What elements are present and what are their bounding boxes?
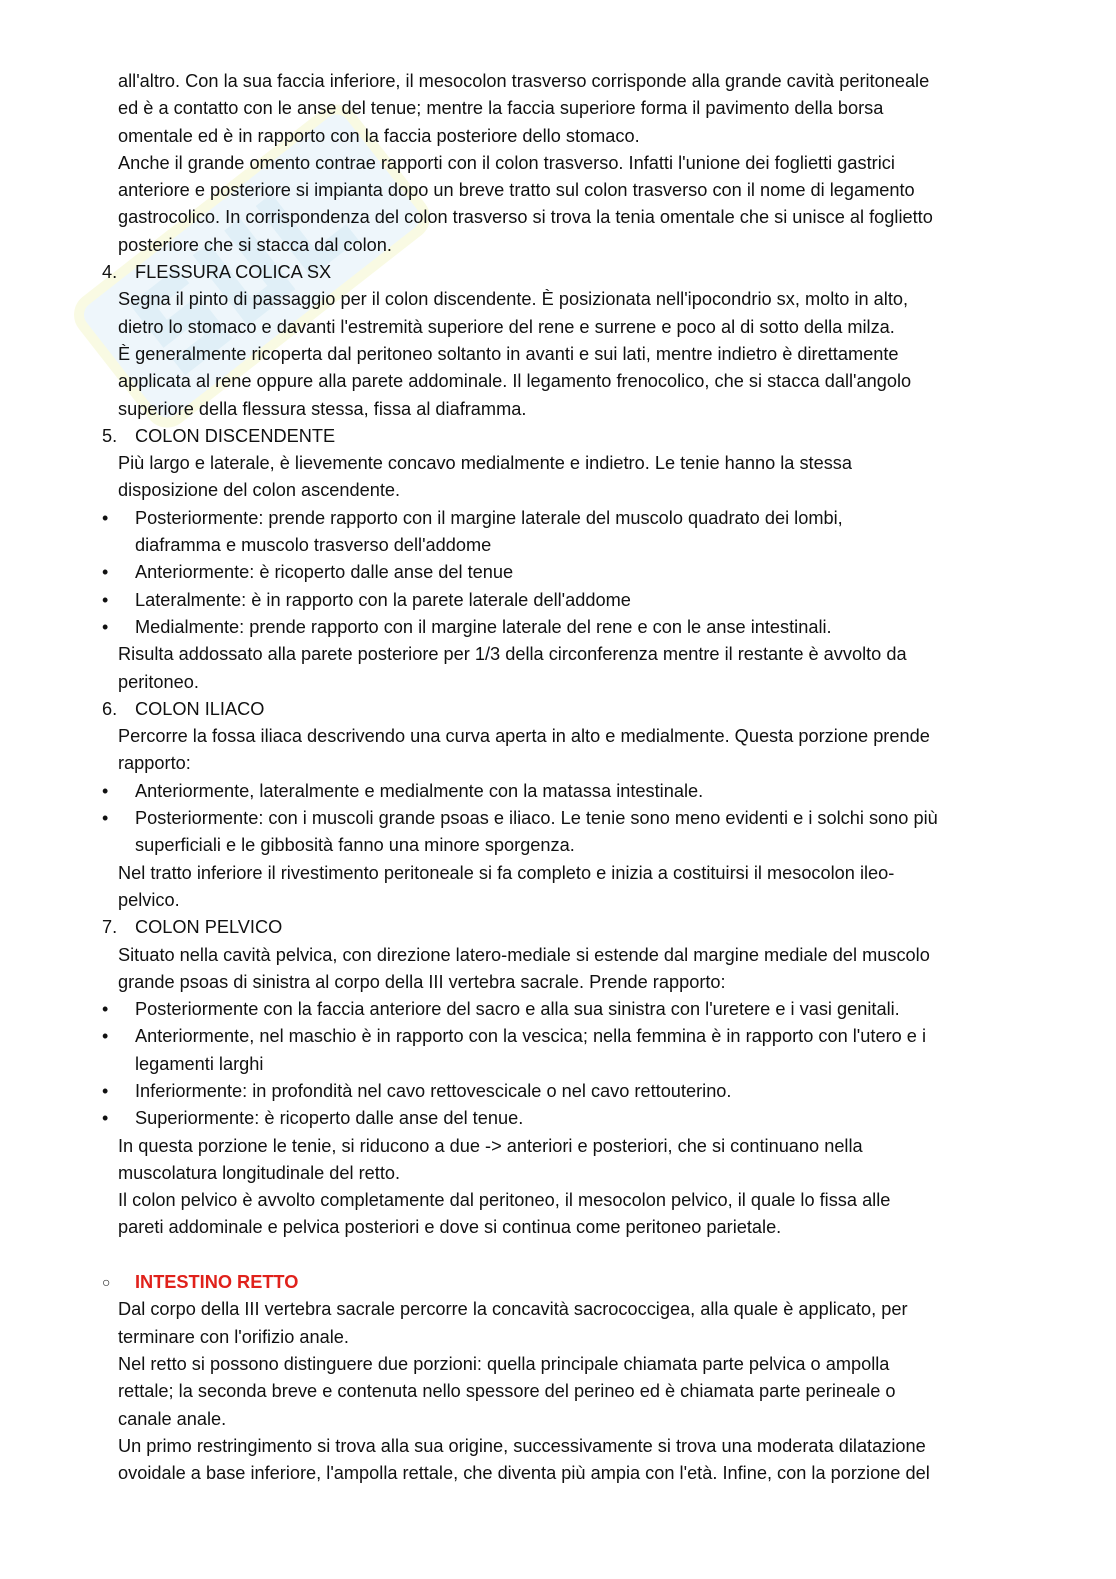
bullet-icon: • bbox=[102, 999, 109, 1020]
section-title: COLON PELVICO bbox=[135, 917, 283, 938]
list-number: 6. bbox=[102, 698, 118, 719]
bullet-icon: • bbox=[102, 562, 109, 583]
text-line: Situato nella cavità pelvica, con direzione latero-mediale si estende dal margine mediale del muscolo bbox=[118, 944, 930, 965]
list-number: 5. bbox=[102, 425, 118, 446]
text-line: omentale ed è in rapporto con la faccia posteriore dello stomaco. bbox=[118, 125, 640, 146]
bullet-text: Anteriormente, nel maschio è in rapporto con la vescica; nella femmina è in rapporto con l'utero e i bbox=[135, 1026, 926, 1047]
bullet-text: Medialmente: prende rapporto con il margine laterale del rene e con le anse intestinali. bbox=[135, 616, 832, 637]
bullet-icon: • bbox=[102, 1026, 109, 1047]
bullet-text: Superiormente: è ricoperto dalle anse del tenue. bbox=[135, 1108, 524, 1129]
text-line: Segna il pinto di passaggio per il colon discendente. È posizionata nell'ipocondrio sx, molto in alto, bbox=[118, 289, 909, 310]
text-line: rapporto: bbox=[118, 753, 191, 774]
bullet-text: superficiali e le gibbosità fanno una minore sporgenza. bbox=[135, 835, 575, 856]
bullet-icon: • bbox=[102, 780, 109, 801]
list-number: 7. bbox=[102, 917, 118, 938]
bullet-item bbox=[102, 614, 1058, 641]
section-title: COLON ILIACO bbox=[135, 698, 265, 719]
text-line: dietro lo stomaco e davanti l'estremità superiore del rene e surrene e poco al di sotto della milza. bbox=[118, 316, 895, 337]
text-line: Risulta addossato alla parete posteriore per 1/3 della circonferenza mentre il restante è avvolto da bbox=[118, 644, 907, 665]
text-line: gastrocolico. In corrispondenza del colon trasverso si trova la tenia omentale che si unisce al foglietto bbox=[118, 207, 933, 228]
text-line: superiore della flessura stessa, fissa al diaframma. bbox=[118, 398, 527, 419]
text-line: muscolatura longitudinale del retto. bbox=[118, 1162, 401, 1183]
text-line: applicata al rene oppure alla parete addominale. Il legamento frenocolico, che si stacca dall'angolo bbox=[118, 371, 912, 392]
text-line: disposizione del colon ascendente. bbox=[118, 480, 401, 501]
bullet-item bbox=[102, 996, 1058, 1023]
text-line: peritoneo. bbox=[118, 671, 199, 692]
text-line: rettale; la seconda breve e contenuta nello spessore del perineo ed è chiamata parte perineale o bbox=[118, 1381, 896, 1402]
bullet-item bbox=[102, 505, 1058, 560]
bullet-text: Anteriormente: è ricoperto dalle anse del tenue bbox=[135, 562, 514, 583]
blank-line bbox=[118, 1242, 1058, 1269]
text-line: terminare con l'orifizio anale. bbox=[118, 1326, 349, 1347]
bullet-icon: • bbox=[102, 589, 109, 610]
section-heading-retto bbox=[102, 1269, 1058, 1296]
bullet-item bbox=[102, 778, 1058, 805]
bullet-text: diaframma e muscolo trasverso dell'addome bbox=[135, 535, 492, 556]
bullet-item bbox=[102, 805, 1058, 860]
text-line: Dal corpo della III vertebra sacrale percorre la concavità sacrococcigea, alla quale è applicato, per bbox=[118, 1299, 908, 1320]
bullet-text: Inferiormente: in profondità nel cavo rettovescicale o nel cavo rettouterino. bbox=[135, 1080, 732, 1101]
section-heading-flessura bbox=[102, 259, 1058, 286]
bullet-icon: • bbox=[102, 507, 109, 528]
bullet-text: Anteriormente, lateralmente e medialmente con la matassa intestinale. bbox=[135, 780, 704, 801]
list-number: 4. bbox=[102, 262, 118, 283]
text-line: Il colon pelvico è avvolto completamente dal peritoneo, il mesocolon pelvico, il quale lo fissa alle bbox=[118, 1190, 891, 1211]
bullet-text: Posteriormente: prende rapporto con il margine laterale del muscolo quadrato dei lombi, bbox=[135, 507, 843, 528]
text-line: ed è a contatto con le anse del tenue; mentre la faccia superiore forma il pavimento della borsa bbox=[118, 98, 884, 119]
bullet-text: Lateralmente: è in rapporto con la parete laterale dell'addome bbox=[135, 589, 631, 610]
text-line: Anche il grande omento contrae rapporti con il colon trasverso. Infatti l'unione dei foglietti gastrici bbox=[118, 152, 895, 173]
text-line: ovoidale a base inferiore, l'ampolla rettale, che diventa più ampia con l'età. Infine, con la porzione del bbox=[118, 1463, 930, 1484]
section-body-retto bbox=[118, 1296, 1058, 1487]
text-line: Percorre la fossa iliaca descrivendo una curva aperta in alto e medialmente. Questa porzione prende bbox=[118, 726, 930, 747]
section-title: COLON DISCENDENTE bbox=[135, 425, 336, 446]
text-line: Più largo e laterale, è lievemente concavo medialmente e indietro. Le tenie hanno la stessa bbox=[118, 453, 853, 474]
document-page bbox=[102, 68, 1058, 1487]
bullet-text: legamenti larghi bbox=[135, 1053, 264, 1074]
section-title: INTESTINO RETTO bbox=[135, 1272, 299, 1293]
text-line: In questa porzione le tenie, si riducono a due -> anteriori e posteriori, che si continuano nella bbox=[118, 1135, 863, 1156]
text-line: Nel retto si possono distinguere due porzioni: quella principale chiamata parte pelvica o ampolla bbox=[118, 1353, 890, 1374]
text-line: Un primo restringimento si trova alla sua origine, successivamente si trova una moderata dilatazione bbox=[118, 1435, 926, 1456]
bullet-item bbox=[102, 559, 1058, 586]
bullet-icon: • bbox=[102, 1108, 109, 1129]
bullet-icon: • bbox=[102, 808, 109, 829]
section-heading-iliaco bbox=[102, 696, 1058, 723]
bullet-icon: • bbox=[102, 1080, 109, 1101]
paragraph-mesocolon bbox=[118, 68, 1058, 259]
section-heading-discendente bbox=[102, 423, 1058, 450]
text-line: pelvico. bbox=[118, 889, 180, 910]
bullet-icon: • bbox=[102, 616, 109, 637]
text-line: canale anale. bbox=[118, 1408, 227, 1429]
text-line: posteriore che si stacca dal colon. bbox=[118, 234, 392, 255]
bullet-item bbox=[102, 1078, 1058, 1105]
hollow-circle-icon: ○ bbox=[102, 1274, 111, 1291]
section-heading-pelvico bbox=[102, 914, 1058, 941]
text-line: all'altro. Con la sua faccia inferiore, il mesocolon trasverso corrisponde alla grande cavità peritoneale bbox=[118, 71, 930, 91]
bullet-text: Posteriormente con la faccia anteriore del sacro e alla sua sinistra con l'uretere e i vasi genitali. bbox=[135, 999, 900, 1020]
text-line: pareti addominale e pelvica posteriori e dove si continua come peritoneo parietale. bbox=[118, 1217, 782, 1238]
section-title: FLESSURA COLICA SX bbox=[135, 262, 332, 283]
bullet-item bbox=[102, 1023, 1058, 1078]
text-line: grande psoas di sinistra al corpo della III vertebra sacrale. Prende rapporto: bbox=[118, 971, 726, 992]
text-line: È generalmente ricoperta dal peritoneo soltanto in avanti e sui lati, mentre indietro è direttamente bbox=[118, 343, 899, 364]
text-line: Nel tratto inferiore il rivestimento peritoneale si fa completo e inizia a costituirsi il mesocolon ileo- bbox=[118, 862, 895, 883]
text-line: anteriore e posteriore si impianta dopo un breve tratto sul colon trasverso con il nome di legamento bbox=[118, 180, 915, 201]
section-body-flessura bbox=[118, 286, 1058, 422]
bullet-text: Posteriormente: con i muscoli grande psoas e iliaco. Le tenie sono meno evidenti e i solchi sono più bbox=[135, 808, 938, 829]
bullet-item bbox=[102, 1105, 1058, 1132]
bullet-item bbox=[102, 587, 1058, 614]
